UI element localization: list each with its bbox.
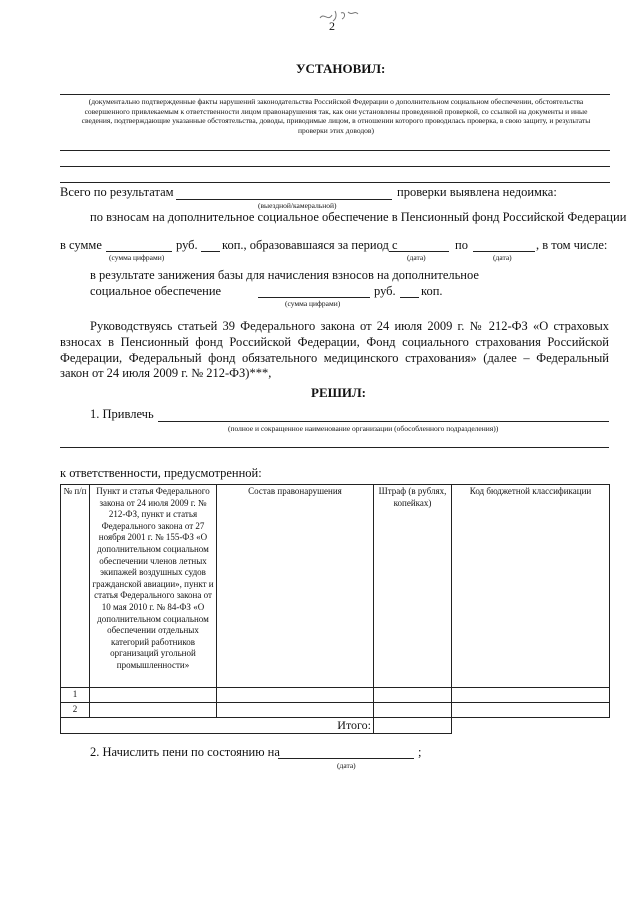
blank-line-3 bbox=[60, 182, 610, 183]
established-note: (документально подтвержденные факты нарушений законодательства Российской Федерации о дополнительном социальном обеспечении, обстоятельства совершенного привлекаемым к ответственности лицом правонарушения так, как они установлены проведенной проверкой, со ссылкой на документы и иные сведения, подтверждающие указанные обстоятельства, доводы, приводимые лицом, в отношении которого проводилась проверка, в свою защиту, и результаты проверки этих доводов) bbox=[81, 97, 591, 135]
table-row bbox=[61, 688, 610, 703]
understatement-rub: руб. bbox=[374, 284, 396, 298]
table-header-row bbox=[61, 485, 610, 688]
header-article: Пункт и статья Федерального закона от 24 июля 2009 г. № 212-ФЗ, пункт и статья Федерального закона от 27 ноября 2001 г. № 155-ФЗ «О дополнительном социальном обеспечении членов летных экипажей воздушных судов гражданской авиации», пункт и статья Федерального закона от 10 мая 2010 г. № 84-ФЗ «О дополнительном социальном обеспечении отдельных категорий работников организаций угольной промышленности» bbox=[90, 485, 217, 688]
row-num: 2 bbox=[61, 703, 90, 718]
row-article-cell[interactable] bbox=[90, 703, 217, 718]
guided-paragraph: Руководствуясь статьей 39 Федерального закона от 24 июля 2009 г. № 212-ФЗ «О страховых взносах в Пенсионный фонд Российской Федерации, Фонд социального страхования Российской Федерации, Федеральный фонд обязательного медицинского страхования» (далее – Федеральный закон от 24 июля 2009 г. № 212-ФЗ)***, bbox=[60, 319, 609, 381]
table-total-row bbox=[61, 718, 610, 734]
liability-table bbox=[60, 484, 610, 734]
date-hint-to: (дата) bbox=[493, 253, 512, 262]
header-num: № п/п bbox=[61, 485, 90, 688]
results-lead: Всего по результатам bbox=[60, 185, 174, 199]
blank-line-2 bbox=[60, 166, 610, 167]
heading-established: УСТАНОВИЛ: bbox=[296, 61, 386, 76]
established-line bbox=[60, 94, 610, 95]
row-fine-cell[interactable] bbox=[374, 703, 452, 718]
row-fine-cell[interactable] bbox=[374, 688, 452, 703]
sum-po: по bbox=[455, 238, 468, 252]
contributions-text: по взносам на дополнительное социальное обеспечение в Пенсионный фонд Российской Федерации bbox=[90, 210, 627, 224]
row-code-cell[interactable] bbox=[452, 688, 610, 703]
results-tail: проверки выявлена недоимка: bbox=[397, 185, 557, 199]
item1-label: 1. Привлечь bbox=[90, 407, 154, 421]
sum-kop-period: коп., образовавшаяся за период с bbox=[222, 238, 398, 252]
row-offense-cell[interactable] bbox=[217, 703, 374, 718]
total-empty bbox=[452, 718, 610, 734]
date-hint-from: (дата) bbox=[407, 253, 426, 262]
item2-label: 2. Начислить пени по состоянию на bbox=[90, 745, 280, 759]
header-code: Код бюджетной классификации bbox=[452, 485, 610, 688]
row-article-cell[interactable] bbox=[90, 688, 217, 703]
understatement-kop: коп. bbox=[421, 284, 443, 298]
row-num: 1 bbox=[61, 688, 90, 703]
understatement-sum-field[interactable] bbox=[258, 297, 370, 298]
header-fine: Штраф (в рублях, копейках) bbox=[374, 485, 452, 688]
page-number: 2 bbox=[329, 19, 335, 33]
total-fine-cell[interactable] bbox=[374, 718, 452, 734]
sum-field[interactable] bbox=[106, 251, 172, 252]
row-code-cell[interactable] bbox=[452, 703, 610, 718]
row-offense-cell[interactable] bbox=[217, 688, 374, 703]
table-row bbox=[61, 703, 610, 718]
organization-line-2 bbox=[60, 447, 609, 448]
header-offense: Состав правонарушения bbox=[217, 485, 374, 688]
blank-line-1 bbox=[60, 150, 610, 151]
check-type-field[interactable] bbox=[176, 199, 392, 200]
penalty-date-field[interactable] bbox=[278, 758, 414, 759]
sum-hint: (сумма цифрами) bbox=[109, 253, 165, 262]
understatement-line2: социальное обеспечение bbox=[90, 284, 222, 298]
handwritten-page-mark bbox=[318, 6, 360, 32]
period-from-field[interactable] bbox=[389, 251, 449, 252]
sum-rub: руб. bbox=[176, 238, 198, 252]
item2-colon: ; bbox=[418, 745, 422, 759]
understatement-kop-field[interactable] bbox=[400, 297, 419, 298]
heading-decided: РЕШИЛ: bbox=[311, 385, 367, 400]
penalty-date-hint: (дата) bbox=[337, 761, 356, 770]
sum-tail: , в том числе: bbox=[536, 238, 608, 252]
organization-field[interactable] bbox=[158, 421, 609, 422]
period-to-field[interactable] bbox=[473, 251, 535, 252]
total-label: Итого: bbox=[61, 718, 374, 734]
kop-field[interactable] bbox=[201, 251, 220, 252]
understatement-line1: в результате занижения базы для начисления взносов на дополнительное bbox=[90, 268, 479, 282]
organization-hint: (полное и сокращенное наименование организации (обособленного подразделения)) bbox=[228, 424, 499, 433]
understatement-hint: (сумма цифрами) bbox=[285, 299, 341, 308]
liability-text: к ответственности, предусмотренной: bbox=[60, 466, 262, 480]
sum-label: в сумме bbox=[60, 238, 102, 252]
check-type-hint: (выездной/камеральной) bbox=[258, 201, 337, 210]
